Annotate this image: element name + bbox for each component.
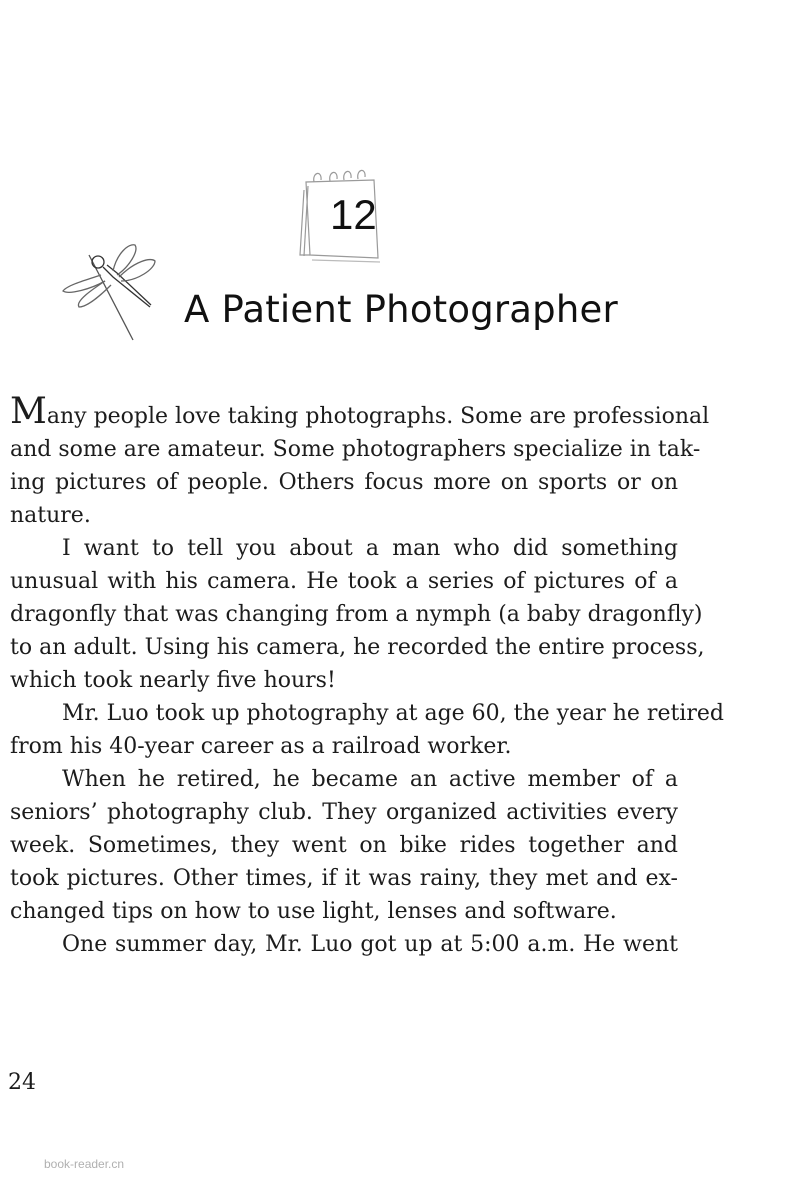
chapter-number: 12 — [330, 191, 377, 238]
text-line: nature. — [10, 503, 91, 528]
paragraph — [10, 697, 724, 763]
text-line: seniors’ photography club. They organized activities every — [10, 800, 678, 825]
text-line: and some are amateur. Some photographers specialize in tak- — [10, 437, 701, 462]
dragonfly-icon — [55, 235, 185, 345]
paragraph — [10, 928, 678, 961]
drop-cap: M — [10, 391, 47, 432]
text-line: took pictures. Other times, if it was rainy, they met and ex- — [10, 866, 678, 891]
text-line: Mr. Luo took up photography at age 60, the year he retired — [62, 701, 724, 726]
text-line: unusual with his camera. He took a series of pictures of a — [10, 569, 678, 594]
text-line: Many people love taking photographs. Some are professional — [10, 391, 710, 432]
paragraph — [10, 763, 678, 928]
paragraph — [10, 532, 705, 697]
text-line: One summer day, Mr. Luo got up at 5:00 a.m. He went — [62, 932, 678, 957]
page-number: 24 — [8, 1070, 36, 1095]
text-line: When he retired, he became an active member of a — [62, 767, 678, 792]
calendar-icon — [294, 160, 394, 270]
text-line: ing pictures of people. Others focus more on sports or on — [10, 470, 678, 495]
text-line: I want to tell you about a man who did something — [62, 536, 678, 561]
text-line: changed tips on how to use light, lenses and software. — [10, 899, 617, 924]
body-text — [10, 391, 724, 961]
text-line: which took nearly five hours! — [10, 668, 336, 693]
text-line: week. Sometimes, they went on bike rides together and — [10, 833, 678, 858]
chapter-title: A Patient Photographer — [184, 288, 618, 331]
text-line: to an adult. Using his camera, he recorded the entire process, — [10, 635, 705, 660]
watermark: book-reader.cn — [44, 1157, 125, 1171]
text-line: from his 40-year career as a railroad worker. — [10, 734, 512, 759]
paragraph — [10, 391, 710, 532]
text-line: dragonfly that was changing from a nymph (a baby dragonfly) — [10, 602, 703, 627]
